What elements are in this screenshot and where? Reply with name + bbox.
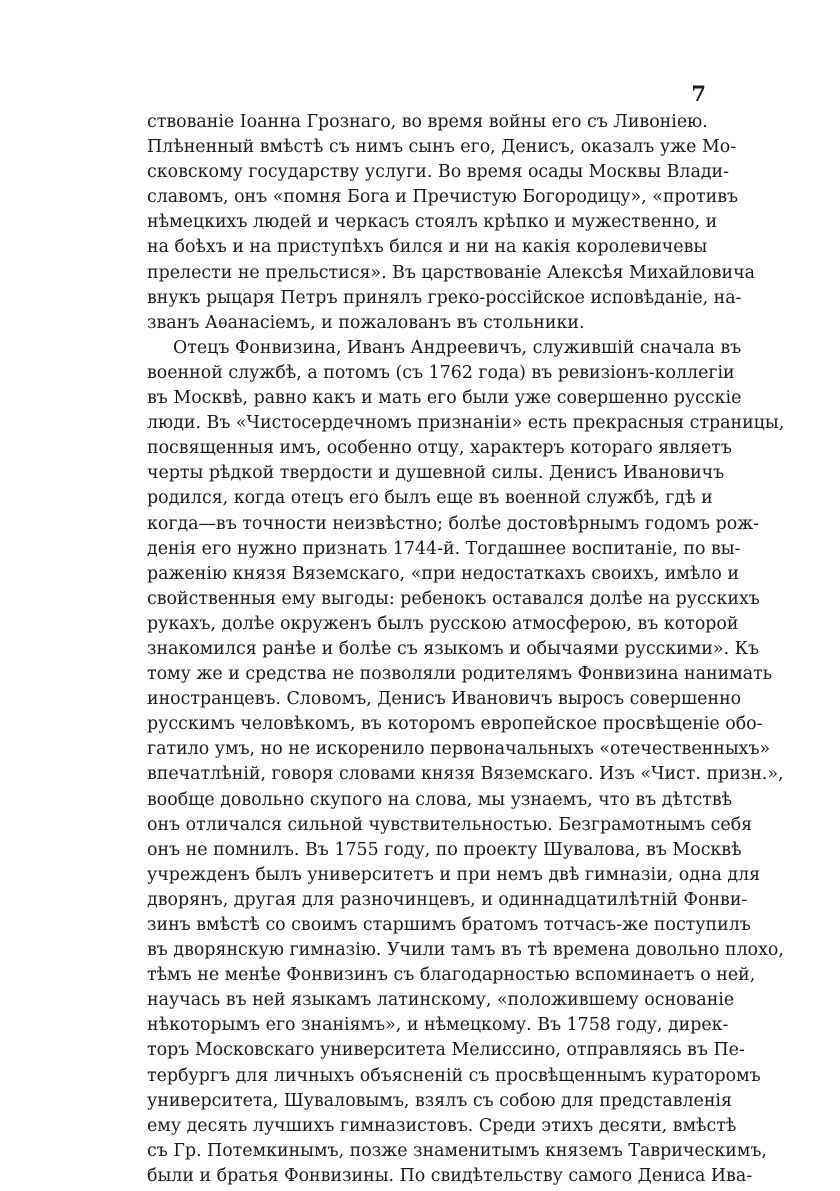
text-line: учрежденъ былъ университетъ и при немъ двѣ гимназіи, одна для — [147, 864, 761, 885]
text-line: военной службѣ, а потомъ (съ 1762 года) въ ревизіонъ-коллегіи — [147, 362, 735, 383]
text-line: научась въ ней языкамъ латинскому, «положившему основаніе — [147, 990, 735, 1011]
text-line: родился, когда отецъ его былъ еще въ военной службѣ, гдѣ и — [147, 488, 713, 509]
text-line: когда—въ точности неизвѣстно; болѣе достовѣрнымъ годомъ рож- — [147, 513, 760, 534]
text-line: иностранцевъ. Словомъ, Денисъ Ивановичъ выросъ совершенно — [147, 689, 742, 710]
text-line: Отецъ Фонвизина, Иванъ Андреевичъ, служившій сначала въ — [173, 337, 742, 358]
text-line: дворянъ, другая для разночинцевъ, и одиннадцатилѣтній Фонви- — [147, 889, 748, 910]
text-line: внукъ рыцаря Петръ принялъ греко-россійское исповѣданіе, на- — [147, 287, 742, 308]
text-line: сковскому государству услуги. Во время осады Москвы Влади- — [147, 162, 730, 183]
text-line: торъ Московскаго университета Мелиссино, отправляясь въ Пе- — [147, 1040, 745, 1061]
text-line: люди. Въ «Чистосердечномъ признаніи» есть прекрасныя страницы, — [147, 413, 785, 434]
text-line: впечатлѣній, говоря словами князя Вяземскаго. Изъ «Чист. призн.», — [147, 764, 784, 785]
text-line: вообще довольно скупого на слова, мы узнаемъ, что въ дѣтствѣ — [147, 789, 733, 810]
text-line: на боѣхъ и на приступѣхъ бился и ни на какія королевичевы — [147, 237, 708, 258]
text-line: тому же и средства не позволяли родителямъ Фонвизина нанимать — [147, 664, 773, 685]
text-line: зинъ вмѣстѣ со своимъ старшимъ братомъ тотчасъ-же поступилъ — [147, 915, 751, 935]
text-line: нѣмецкихъ людей и черкасъ стоялъ крѣпко и мужественно, и — [147, 212, 718, 233]
page-number: 7 — [691, 81, 706, 106]
text-line: тербургъ для личныхъ объясненій съ просвѣщеннымъ кураторомъ — [147, 1065, 761, 1086]
text-line: посвященныя имъ, особенно отцу, характеръ котораго являетъ — [147, 438, 732, 459]
body-text — [147, 110, 785, 1189]
text-line: гатило умъ, но не искоренило первоначальныхъ «отечественныхъ» — [147, 739, 771, 760]
text-line: русскимъ человѣкомъ, въ которомъ европейское просвѣщеніе обо- — [147, 714, 763, 735]
text-line: славомъ, онъ «помня Бога и Пречистую Богородицу», «противъ — [147, 187, 739, 208]
text-line: онъ не помнилъ. Въ 1755 году, по проекту Шувалова, въ Москвѣ — [147, 839, 742, 860]
text-line: знакомился ранѣе и болѣе съ языкомъ и обычаями русскими». Къ — [147, 638, 760, 659]
text-line: онъ отличался сильной чувствительностью. Безграмотнымъ себя — [147, 814, 753, 835]
text-line: прелести не прельстися». Въ царствованіе Алексѣя Михайловича — [147, 262, 755, 283]
text-line: были и братья Фонвизины. По свидѣтельству самого Дениса Ива- — [147, 1165, 753, 1186]
text-line: тѣмъ не менѣе Фонвизинъ съ благодарностью вспоминаетъ о ней, — [147, 965, 756, 986]
text-line: ствованіе Іоанна Грознаго, во время войны его съ Ливоніею. — [147, 112, 708, 132]
text-line: денія его нужно признать 1744-й. Тогдашнее воспитаніе, по вы- — [147, 538, 741, 559]
text-line: съ Гр. Потемкинымъ, позже знаменитымъ княземъ Таврическимъ, — [147, 1140, 767, 1161]
text-line: ему десять лучшихъ гимназистовъ. Среди этихъ десяти, вмѣстѣ — [147, 1115, 737, 1136]
text-line: раженію князя Вяземскаго, «при недостаткахъ своихъ, имѣло и — [147, 563, 739, 584]
text-line: рукахъ, долѣе окруженъ былъ русскою атмосферою, въ которой — [147, 613, 739, 634]
text-line: черты рѣдкой твердости и душевной силы. Денисъ Ивановичъ — [147, 463, 725, 484]
text-line: свойственныя ему выгоды: ребенокъ оставался долѣе на русскихъ — [147, 588, 760, 609]
text-line: нѣкоторымъ его знаніямъ», и нѣмецкому. Въ 1758 году, дирек- — [147, 1015, 729, 1036]
text-line: въ дворянскую гимназію. Учили тамъ въ тѣ времена довольно плохо, — [147, 940, 784, 961]
text-line: званъ Аѳанасіемъ, и пожалованъ въ стольники. — [147, 312, 585, 333]
text-line: въ Москвѣ, равно какъ и мать его были уже совершенно русскіе — [147, 388, 742, 409]
text-line: Плѣненный вмѣстѣ съ нимъ сынъ его, Денисъ, оказалъ уже Мо- — [147, 137, 737, 158]
text-line: университета, Шуваловымъ, взялъ съ собою для представленія — [147, 1090, 732, 1111]
